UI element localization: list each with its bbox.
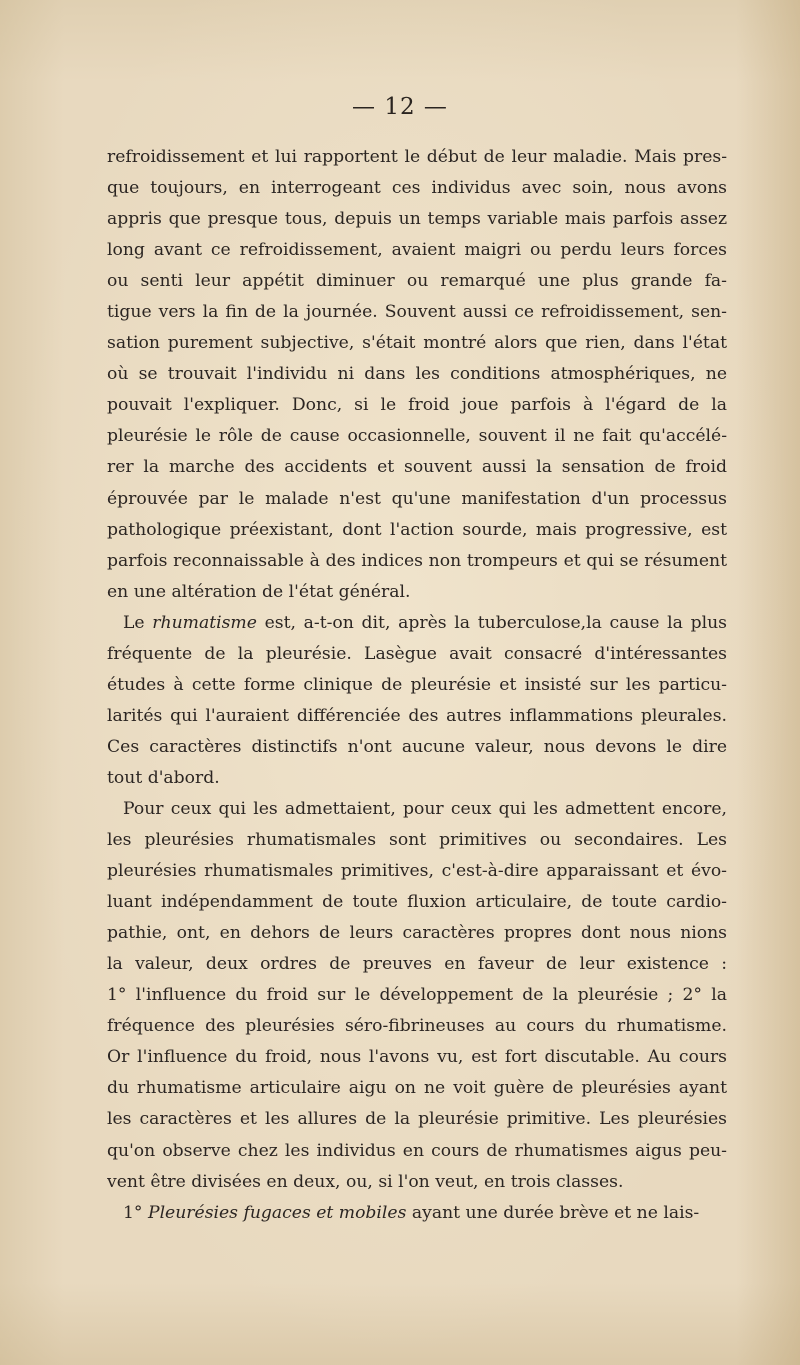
text-line: pathie, ont, en dehors de leurs caractères propres dont nous nions [107, 923, 727, 944]
text-line: Pour ceux qui les admettaient, pour ceux qui les admettent encore, [123, 798, 727, 819]
text-line: rer la marche des accidents et souvent aussi la sensation de froid [107, 457, 727, 478]
text-line: les caractères et les allures de la pleurésie primitive. Les pleurésies [107, 1109, 727, 1130]
text-line: les pleurésies rhumatismales sont primitives ou secondaires. Les [107, 830, 727, 851]
text-line: études à cette forme clinique de pleurésie et insisté sur les particu- [107, 674, 727, 695]
text-line: luant indépendamment de toute fluxion articulaire, de toute cardio- [107, 892, 727, 913]
text-line: fréquente de la pleurésie. Lasègue avait consacré d'intéressantes [107, 643, 727, 664]
text-line: ou senti leur appétit diminuer ou remarqué une plus grande fa- [107, 271, 727, 292]
text-line: long avant ce refroidissement, avaient maigri ou perdu leurs forces [107, 240, 727, 261]
text-line: tigue vers la fin de la journée. Souvent aussi ce refroidissement, sen- [107, 302, 727, 323]
body-text [107, 142, 727, 1229]
text-line: Ces caractères distinctifs n'ont aucune valeur, nous devons le dire [107, 736, 727, 757]
text-line: où se trouvait l'individu ni dans les conditions atmosphériques, ne [107, 364, 727, 385]
text-line: pleurésie le rôle de cause occasionnelle, souvent il ne fait qu'accélé- [107, 426, 727, 447]
text-line-segment: ayant une durée brève et ne lais- [406, 1202, 700, 1223]
text-line: en une altération de l'état général. [107, 581, 411, 602]
text-line: pouvait l'expliquer. Donc, si le froid joue parfois à l'égard de la [107, 395, 727, 416]
text-line: sation purement subjective, s'était montré alors que rien, dans l'état [107, 333, 727, 354]
text-line: tout d'abord. [107, 767, 220, 788]
text-line: larités qui l'auraient différenciée des autres inflammations pleurales. [107, 705, 727, 726]
page-number: — 12 — [352, 94, 448, 120]
text-line: refroidissement et lui rapportent le début de leur maladie. Mais pres- [107, 147, 727, 167]
text-line: qu'on observe chez les individus en cours de rhumatismes aigus peu- [107, 1140, 727, 1161]
text-line: vent être divisées en deux, ou, si l'on veut, en trois classes. [107, 1171, 624, 1192]
text-line: la valeur, deux ordres de preuves en faveur de leur existence : [107, 954, 727, 975]
italic-term: rhumatisme [152, 612, 257, 633]
italic-term: Pleurésies fugaces et mobiles [148, 1202, 407, 1223]
text-line: parfois reconnaissable à des indices non trompeurs et qui se résument [107, 550, 727, 571]
text-line: du rhumatisme articulaire aigu on ne voit guère de pleurésies ayant [107, 1078, 727, 1099]
text-line: que toujours, en interrogeant ces individus avec soin, nous avons [107, 178, 727, 199]
text-line-segment: Le [123, 612, 153, 633]
text-line: 1° l'influence du froid sur le développement de la pleurésie ; 2° la [107, 985, 727, 1006]
text-line: fréquence des pleurésies séro-fibrineuses au cours du rhumatisme. [107, 1016, 727, 1037]
text-line: appris que presque tous, depuis un temps variable mais parfois assez [107, 209, 727, 230]
text-line [107, 608, 727, 639]
text-line: éprouvée par le malade n'est qu'une manifestation d'un processus [107, 488, 727, 509]
text-line [107, 1198, 727, 1229]
text-line-segment: est, a-t-on dit, après la tuberculose,la cause la plus [256, 612, 727, 633]
text-line: pleurésies rhumatismales primitives, c'est-à-dire apparaissant et évo- [107, 861, 727, 882]
text-line-segment: 1° [123, 1202, 148, 1223]
text-line: pathologique préexistant, dont l'action sourde, mais progressive, est [107, 519, 727, 540]
text-line: Or l'influence du froid, nous l'avons vu, est fort discutable. Au cours [107, 1047, 727, 1068]
